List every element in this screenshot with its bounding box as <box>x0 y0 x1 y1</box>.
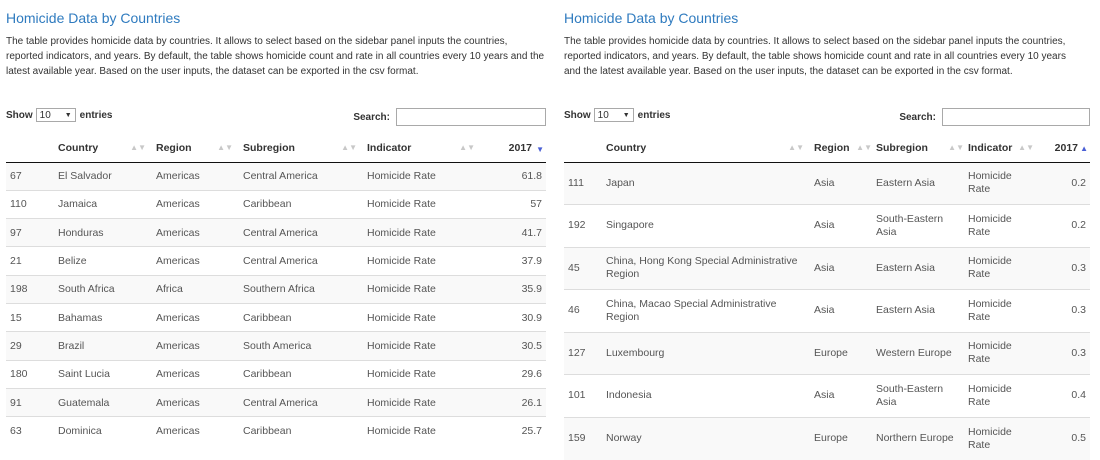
show-label: Show <box>564 109 591 121</box>
table-controls <box>6 108 546 128</box>
cell-index: 45 <box>564 247 602 290</box>
cell-2017: 57 <box>481 190 546 218</box>
column-header-indicator[interactable]: Indicator ▲▼ <box>964 134 1034 162</box>
cell-2017: 0.3 <box>1034 247 1090 290</box>
cell-country: Guatemala <box>54 388 152 416</box>
page-description: The table provides homicide data by countries. It allows to select based on the sidebar panel inputs the countries, reported indicators, and years. By default, the table shows homicide count and rate in all countries every 10 years and the latest available year. Based on the user inputs, the dataset can be exported in the csv format. <box>564 36 1066 77</box>
cell-country: Norway <box>602 417 810 460</box>
sort-arrows-icon: ▲▼ <box>948 143 964 152</box>
column-header-index[interactable] <box>564 134 602 162</box>
table-row[interactable] <box>564 417 1090 460</box>
cell-index: 91 <box>6 388 54 416</box>
cell-index: 127 <box>564 332 602 375</box>
table-row[interactable] <box>564 290 1090 333</box>
cell-subregion: Central America <box>239 247 363 275</box>
cell-indicator: Homicide Rate <box>964 247 1034 290</box>
table-row[interactable] <box>6 275 546 303</box>
table-row[interactable] <box>6 303 546 331</box>
column-header-2017[interactable]: 2017 ▲ <box>1034 134 1090 162</box>
cell-region: Americas <box>152 303 239 331</box>
cell-region: Africa <box>152 275 239 303</box>
cell-indicator: Homicide Rate <box>964 290 1034 333</box>
cell-indicator: Homicide Rate <box>964 417 1034 460</box>
cell-subregion: Caribbean <box>239 360 363 388</box>
cell-country: Brazil <box>54 332 152 360</box>
cell-subregion: Central America <box>239 162 363 190</box>
cell-indicator: Homicide Rate <box>964 332 1034 375</box>
table-row[interactable] <box>564 162 1090 205</box>
cell-2017: 25.7 <box>481 417 546 445</box>
cell-country: Japan <box>602 162 810 205</box>
cell-index: 110 <box>6 190 54 218</box>
table-row[interactable] <box>6 360 546 388</box>
entries-label: entries <box>79 109 113 121</box>
table-header-row <box>6 134 546 162</box>
cell-country: South Africa <box>54 275 152 303</box>
cell-indicator: Homicide Rate <box>964 205 1034 248</box>
search-control <box>353 108 546 126</box>
right-panel <box>558 0 1100 451</box>
sort-arrows-icon: ▲▼ <box>130 143 146 152</box>
cell-2017: 37.9 <box>481 247 546 275</box>
cell-2017: 0.4 <box>1034 375 1090 418</box>
cell-2017: 0.3 <box>1034 332 1090 375</box>
cell-subregion: Caribbean <box>239 303 363 331</box>
page-title: Homicide Data by Countries <box>564 10 739 26</box>
cell-subregion: Caribbean <box>239 190 363 218</box>
cell-subregion: South America <box>239 332 363 360</box>
page-length-select[interactable]: 10 ▼ <box>36 108 76 122</box>
cell-index: 15 <box>6 303 54 331</box>
cell-indicator: Homicide Rate <box>363 388 481 416</box>
cell-index: 198 <box>6 275 54 303</box>
sort-desc-icon: ▼ <box>536 145 544 154</box>
sort-arrows-icon: ▲▼ <box>788 143 804 152</box>
table-controls <box>564 108 1090 128</box>
entries-label: entries <box>637 109 671 121</box>
cell-indicator: Homicide Rate <box>363 219 481 247</box>
table-row[interactable] <box>6 388 546 416</box>
cell-indicator: Homicide Rate <box>363 417 481 445</box>
table-row[interactable] <box>6 219 546 247</box>
column-header-subregion[interactable]: Subregion ▲▼ <box>872 134 964 162</box>
page-length-control <box>564 108 670 122</box>
cell-index: 21 <box>6 247 54 275</box>
search-label: Search: <box>353 111 390 123</box>
cell-indicator: Homicide Rate <box>363 190 481 218</box>
column-header-index[interactable] <box>6 134 54 162</box>
cell-region: Europe <box>810 332 872 375</box>
search-control <box>899 108 1090 126</box>
sort-arrows-icon: ▲▼ <box>217 143 233 152</box>
cell-region: Asia <box>810 205 872 248</box>
caret-down-icon: ▼ <box>622 111 630 119</box>
column-header-country[interactable]: Country ▲▼ <box>54 134 152 162</box>
table-row[interactable] <box>6 190 546 218</box>
cell-region: Asia <box>810 247 872 290</box>
cell-region: Americas <box>152 360 239 388</box>
cell-region: Asia <box>810 375 872 418</box>
cell-2017: 29.6 <box>481 360 546 388</box>
cell-country: Belize <box>54 247 152 275</box>
cell-region: Americas <box>152 247 239 275</box>
page-title: Homicide Data by Countries <box>6 10 181 26</box>
cell-2017: 30.5 <box>481 332 546 360</box>
cell-2017: 0.5 <box>1034 417 1090 460</box>
sort-asc-icon: ▲ <box>1080 144 1088 153</box>
cell-2017: 41.7 <box>481 219 546 247</box>
cell-region: Asia <box>810 162 872 205</box>
table-row[interactable] <box>6 247 546 275</box>
cell-subregion: South-Eastern Asia <box>872 375 964 418</box>
cell-subregion: Southern Africa <box>239 275 363 303</box>
cell-country: El Salvador <box>54 162 152 190</box>
cell-subregion: Caribbean <box>239 417 363 445</box>
cell-index: 97 <box>6 219 54 247</box>
cell-2017: 0.2 <box>1034 162 1090 205</box>
cell-region: Americas <box>152 219 239 247</box>
cell-index: 46 <box>564 290 602 333</box>
cell-country: Indonesia <box>602 375 810 418</box>
cell-index: 101 <box>564 375 602 418</box>
page-length-control <box>6 108 112 122</box>
cell-2017: 30.9 <box>481 303 546 331</box>
cell-country: Saint Lucia <box>54 360 152 388</box>
table-header-row <box>564 134 1090 162</box>
search-input[interactable] <box>942 108 1090 126</box>
left-panel <box>0 0 550 439</box>
search-input[interactable] <box>396 108 546 126</box>
cell-country: Bahamas <box>54 303 152 331</box>
column-header-indicator[interactable]: Indicator ▲▼ <box>363 134 481 162</box>
column-header-region[interactable]: Region ▲▼ <box>152 134 239 162</box>
column-header-subregion[interactable]: Subregion ▲▼ <box>239 134 363 162</box>
sort-arrows-icon: ▲▼ <box>341 143 357 152</box>
cell-indicator: Homicide Rate <box>964 162 1034 205</box>
table-row[interactable] <box>6 332 546 360</box>
cell-subregion: Central America <box>239 388 363 416</box>
cell-index: 180 <box>6 360 54 388</box>
sort-arrows-icon: ▲▼ <box>1018 143 1034 152</box>
cell-2017: 0.2 <box>1034 205 1090 248</box>
cell-region: Americas <box>152 388 239 416</box>
table-row[interactable] <box>6 162 546 190</box>
cell-country: Jamaica <box>54 190 152 218</box>
table-row[interactable] <box>564 332 1090 375</box>
cell-indicator: Homicide Rate <box>363 275 481 303</box>
cell-index: 192 <box>564 205 602 248</box>
cell-2017: 0.3 <box>1034 290 1090 333</box>
cell-subregion: Western Europe <box>872 332 964 375</box>
cell-index: 67 <box>6 162 54 190</box>
cell-index: 159 <box>564 417 602 460</box>
cell-indicator: Homicide Rate <box>363 247 481 275</box>
column-header-2017[interactable]: 2017 ▼ <box>481 134 546 162</box>
cell-subregion: Central America <box>239 219 363 247</box>
cell-subregion: Eastern Asia <box>872 247 964 290</box>
column-header-region[interactable]: Region ▲▼ <box>810 134 872 162</box>
cell-region: Asia <box>810 290 872 333</box>
table-row[interactable] <box>564 247 1090 290</box>
data-table <box>6 134 546 445</box>
cell-country: Honduras <box>54 219 152 247</box>
table-row[interactable] <box>6 417 546 445</box>
page-description: The table provides homicide data by countries. It allows to select based on the sidebar panel inputs the countries, reported indicators, and years. By default, the table shows homicide count and rate in all countries every 10 years and the latest available year. Based on the user inputs, the dataset can be exported in the csv format. <box>6 36 545 77</box>
cell-country: Singapore <box>602 205 810 248</box>
cell-country: Dominica <box>54 417 152 445</box>
cell-country: China, Macao Special Administrative Region <box>602 290 810 333</box>
cell-index: 63 <box>6 417 54 445</box>
cell-subregion: Eastern Asia <box>872 290 964 333</box>
cell-indicator: Homicide Rate <box>964 375 1034 418</box>
cell-indicator: Homicide Rate <box>363 360 481 388</box>
show-label: Show <box>6 109 33 121</box>
cell-index: 111 <box>564 162 602 205</box>
cell-2017: 35.9 <box>481 275 546 303</box>
cell-country: China, Hong Kong Special Administrative Region <box>602 247 810 290</box>
cell-region: Americas <box>152 417 239 445</box>
cell-subregion: Northern Europe <box>872 417 964 460</box>
cell-subregion: South-Eastern Asia <box>872 205 964 248</box>
cell-subregion: Eastern Asia <box>872 162 964 205</box>
cell-index: 29 <box>6 332 54 360</box>
cell-region: Americas <box>152 332 239 360</box>
cell-region: Americas <box>152 162 239 190</box>
table-row[interactable] <box>564 375 1090 418</box>
cell-indicator: Homicide Rate <box>363 162 481 190</box>
sort-arrows-icon: ▲▼ <box>856 143 872 152</box>
cell-indicator: Homicide Rate <box>363 332 481 360</box>
cell-indicator: Homicide Rate <box>363 303 481 331</box>
cell-region: Europe <box>810 417 872 460</box>
column-header-country[interactable]: Country ▲▼ <box>602 134 810 162</box>
search-label: Search: <box>899 111 936 123</box>
cell-2017: 26.1 <box>481 388 546 416</box>
cell-country: Luxembourg <box>602 332 810 375</box>
table-row[interactable] <box>564 205 1090 248</box>
data-table <box>564 134 1090 460</box>
page-length-select[interactable]: 10 ▼ <box>594 108 634 122</box>
caret-down-icon: ▼ <box>64 111 72 119</box>
sort-arrows-icon: ▲▼ <box>459 143 475 152</box>
cell-region: Americas <box>152 190 239 218</box>
cell-2017: 61.8 <box>481 162 546 190</box>
